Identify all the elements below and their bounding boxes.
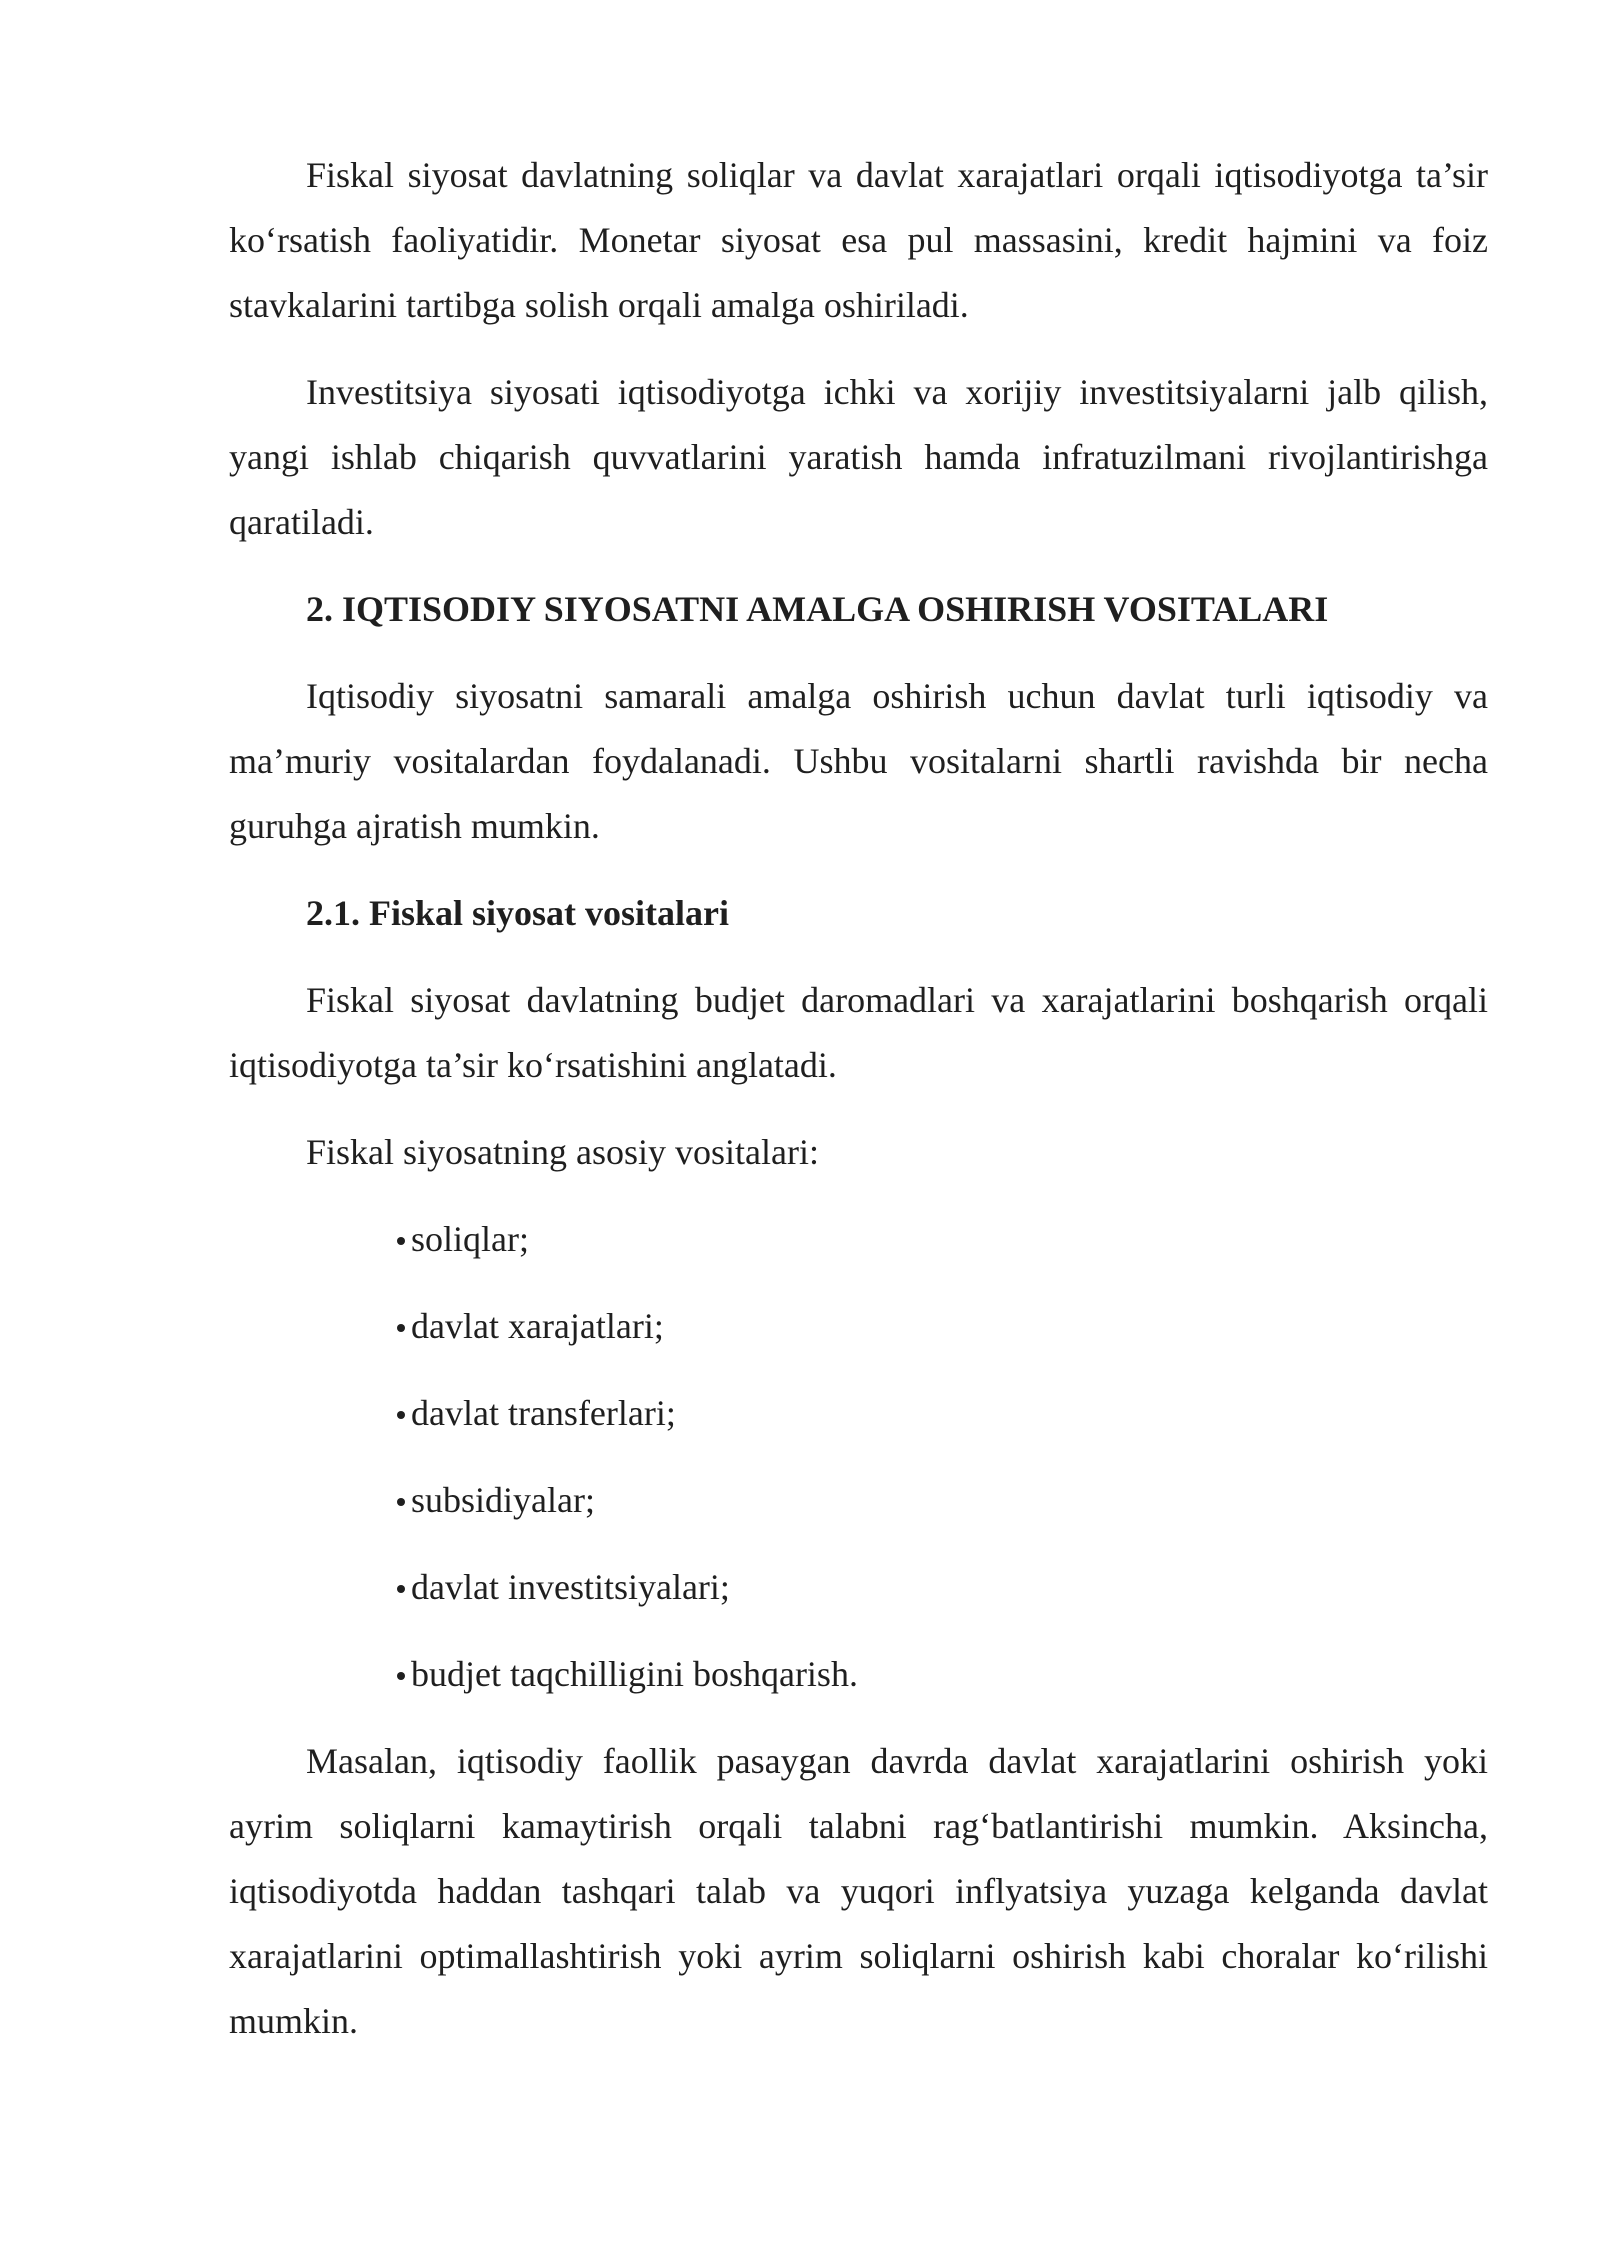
list-item bbox=[397, 1642, 1488, 1707]
list-item bbox=[397, 1294, 1488, 1359]
paragraph-fiscal-monetary: Fiskal siyosat davlatning soliqlar va davlat xarajatlari orqali iqtisodiyotga ta’sir ko‘rsatish faoliyatidir. Monetar siyosat esa pul massasini, kredit hajmini va foiz stavkalarini tartibga solish orqali amalga oshiriladi. bbox=[229, 155, 1488, 325]
bullet-icon bbox=[397, 1324, 405, 1332]
list-item-text: soliqlar; bbox=[411, 1219, 529, 1259]
list-item-text: davlat xarajatlari; bbox=[411, 1306, 664, 1346]
subsection-intro-paragraph: Fiskal siyosat davlatning budjet daromadlari va xarajatlarini boshqarish orqali iqtisodiyotga ta’sir ko‘rsatishini anglatadi. bbox=[229, 980, 1488, 1085]
list-item bbox=[397, 1381, 1488, 1446]
subsection-heading: 2.1. Fiskal siyosat vositalari bbox=[306, 893, 730, 933]
bullet-icon bbox=[397, 1585, 405, 1593]
bullet-icon bbox=[397, 1498, 405, 1506]
bullet-icon bbox=[397, 1411, 405, 1419]
list-item-text: davlat investitsiyalari; bbox=[411, 1567, 730, 1607]
bullet-icon bbox=[397, 1237, 405, 1245]
list-item-text: budjet taqchilligini boshqarish. bbox=[411, 1654, 858, 1694]
paragraph-investment-policy: Investitsiya siyosati iqtisodiyotga ichki va xorijiy investitsiyalarni jalb qilish, yangi ishlab chiqarish quvvatlarini yaratish hamda infratuzilmani rivojlantirishga qaratiladi. bbox=[229, 372, 1488, 542]
list-item-text: subsidiyalar; bbox=[411, 1480, 595, 1520]
section-intro-paragraph: Iqtisodiy siyosatni samarali amalga oshirish uchun davlat turli iqtisodiy va ma’muriy vositalardan foydalanadi. Ushbu vositalarni shartli ravishda bir necha guruhga ajratish mumkin. bbox=[229, 676, 1488, 846]
list-intro: Fiskal siyosatning asosiy vositalari: bbox=[306, 1132, 819, 1172]
document-body bbox=[229, 143, 1488, 2076]
list-item bbox=[397, 1207, 1488, 1272]
section-heading: 2. IQTISODIY SIYOSATNI AMALGA OSHIRISH VOSITALARI bbox=[306, 589, 1329, 629]
list-item bbox=[397, 1555, 1488, 1620]
list-item bbox=[397, 1468, 1488, 1533]
bullet-icon bbox=[397, 1672, 405, 1680]
closing-paragraph: Masalan, iqtisodiy faollik pasaygan davrda davlat xarajatlarini oshirish yoki ayrim soliqlarni kamaytirish orqali talabni rag‘batlantirishi mumkin. Aksincha, iqtisodiyotda haddan tashqari talab va yuqori inflyatsiya yuzaga kelganda davlat xarajatlarini optimallashtirish yoki ayrim soliqlarni oshirish kabi choralar ko‘rilishi mumkin. bbox=[229, 1741, 1488, 2041]
list-item-text: davlat transferlari; bbox=[411, 1393, 676, 1433]
fiscal-tools-list bbox=[229, 1207, 1488, 1707]
